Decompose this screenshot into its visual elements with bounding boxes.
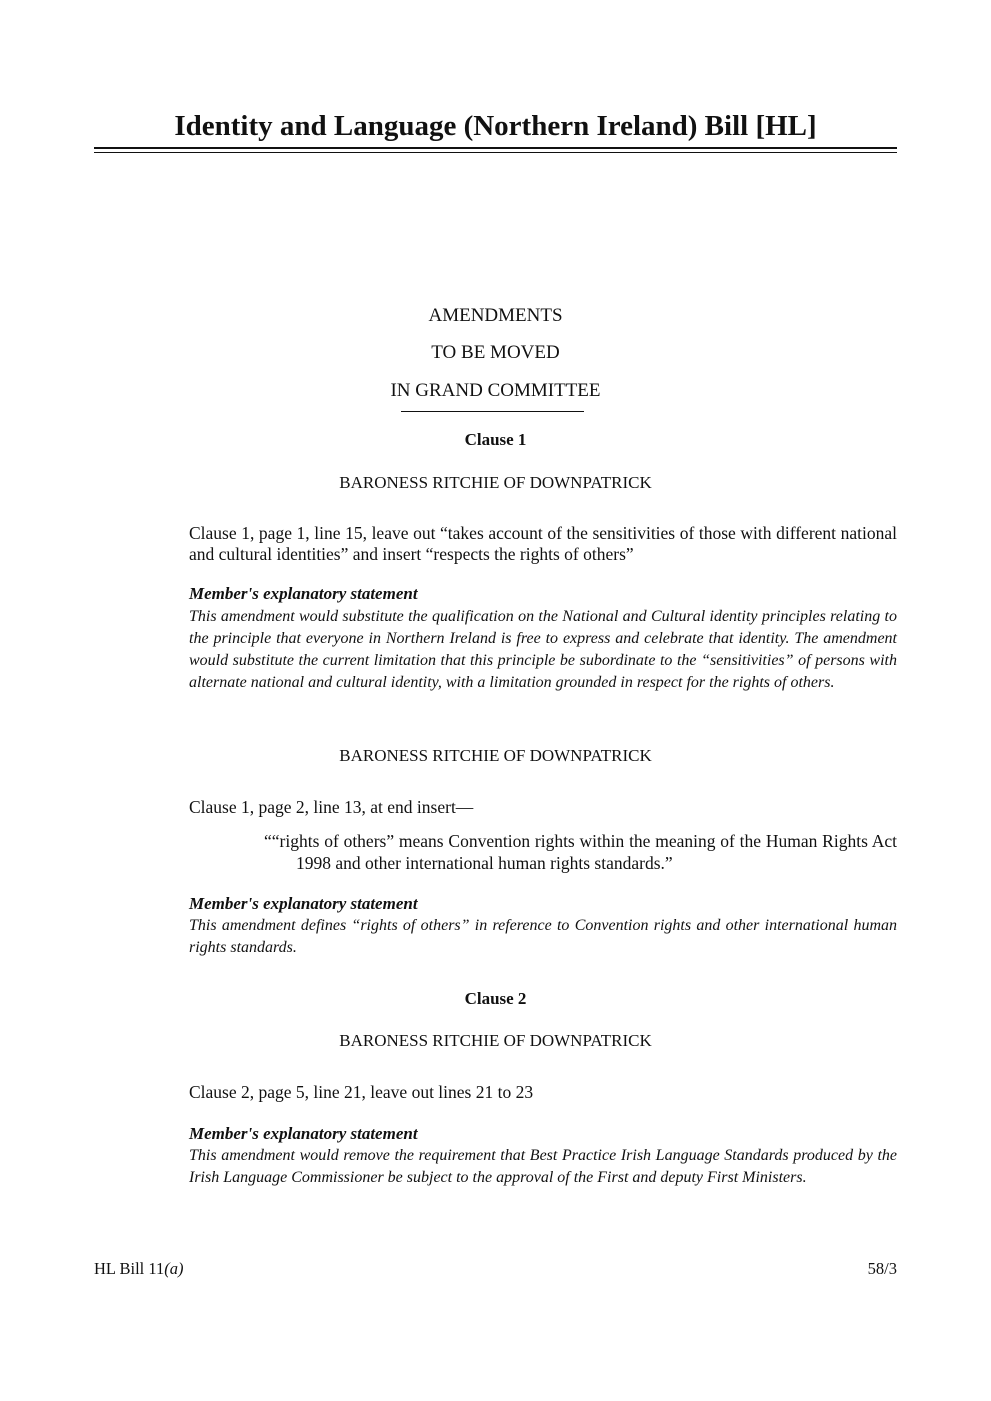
bill-reference [94,1258,184,1280]
amendment-text: Clause 1, page 1, line 15, leave out “takes account of the sensitivities of those with different national and cultural identities” and insert “respects the rights of others” [189,523,897,564]
bill-reference-number: HL Bill 11 [94,1259,165,1278]
heading-divider [401,411,584,412]
clause-heading: Clause 1 [464,430,527,449]
explanatory-statement: This amendment defines “rights of others” in reference to Convention rights and other international human rights standards. [189,917,897,956]
heading-to-be-moved: TO BE MOVED [431,342,560,363]
statement-label: Member's explanatory statement [189,584,418,603]
amendment-text: Clause 1, page 2, line 13, at end insert— [189,797,474,817]
member-name: BARONESS RITCHIE OF DOWNPATRICK [339,1031,652,1050]
amendment-text: Clause 2, page 5, line 21, leave out lines 21 to 23 [189,1082,534,1102]
clause-heading: Clause 2 [464,989,527,1008]
member-name: BARONESS RITCHIE OF DOWNPATRICK [339,746,652,765]
bill-reference-suffix: (a) [164,1259,184,1278]
title-rule-thin [94,152,897,153]
member-name: BARONESS RITCHIE OF DOWNPATRICK [339,473,652,492]
explanatory-statement: This amendment would remove the requirement that Best Practice Irish Language Standards produced by the Irish Language Commissioner be subject to the approval of the First and deputy First Ministers. [189,1147,897,1186]
title-rule-thick [94,147,897,149]
heading-grand-committee: IN GRAND COMMITTEE [390,380,601,401]
inserted-definition: ““rights of others” means Convention rights within the meaning of the Human Rights Act 1998 and other international human rights standards.” [264,831,897,873]
bill-title: Identity and Language (Northern Ireland) Bill [HL] [174,110,817,142]
statement-label: Member's explanatory statement [189,894,418,913]
statement-label: Member's explanatory statement [189,1124,418,1143]
heading-amendments: AMENDMENTS [428,305,563,326]
page-reference: 58/3 [867,1259,897,1278]
explanatory-statement: This amendment would substitute the qualification on the National and Cultural identity principles relating to the principle that everyone in Northern Ireland is free to express and celebrate that identity. The amendment would substitute the current limitation that this principle be subordinate to the “sensitivities” of persons with alternate national and cultural identity, with a limitation grounded in respect for the rights of others. [189,608,897,691]
